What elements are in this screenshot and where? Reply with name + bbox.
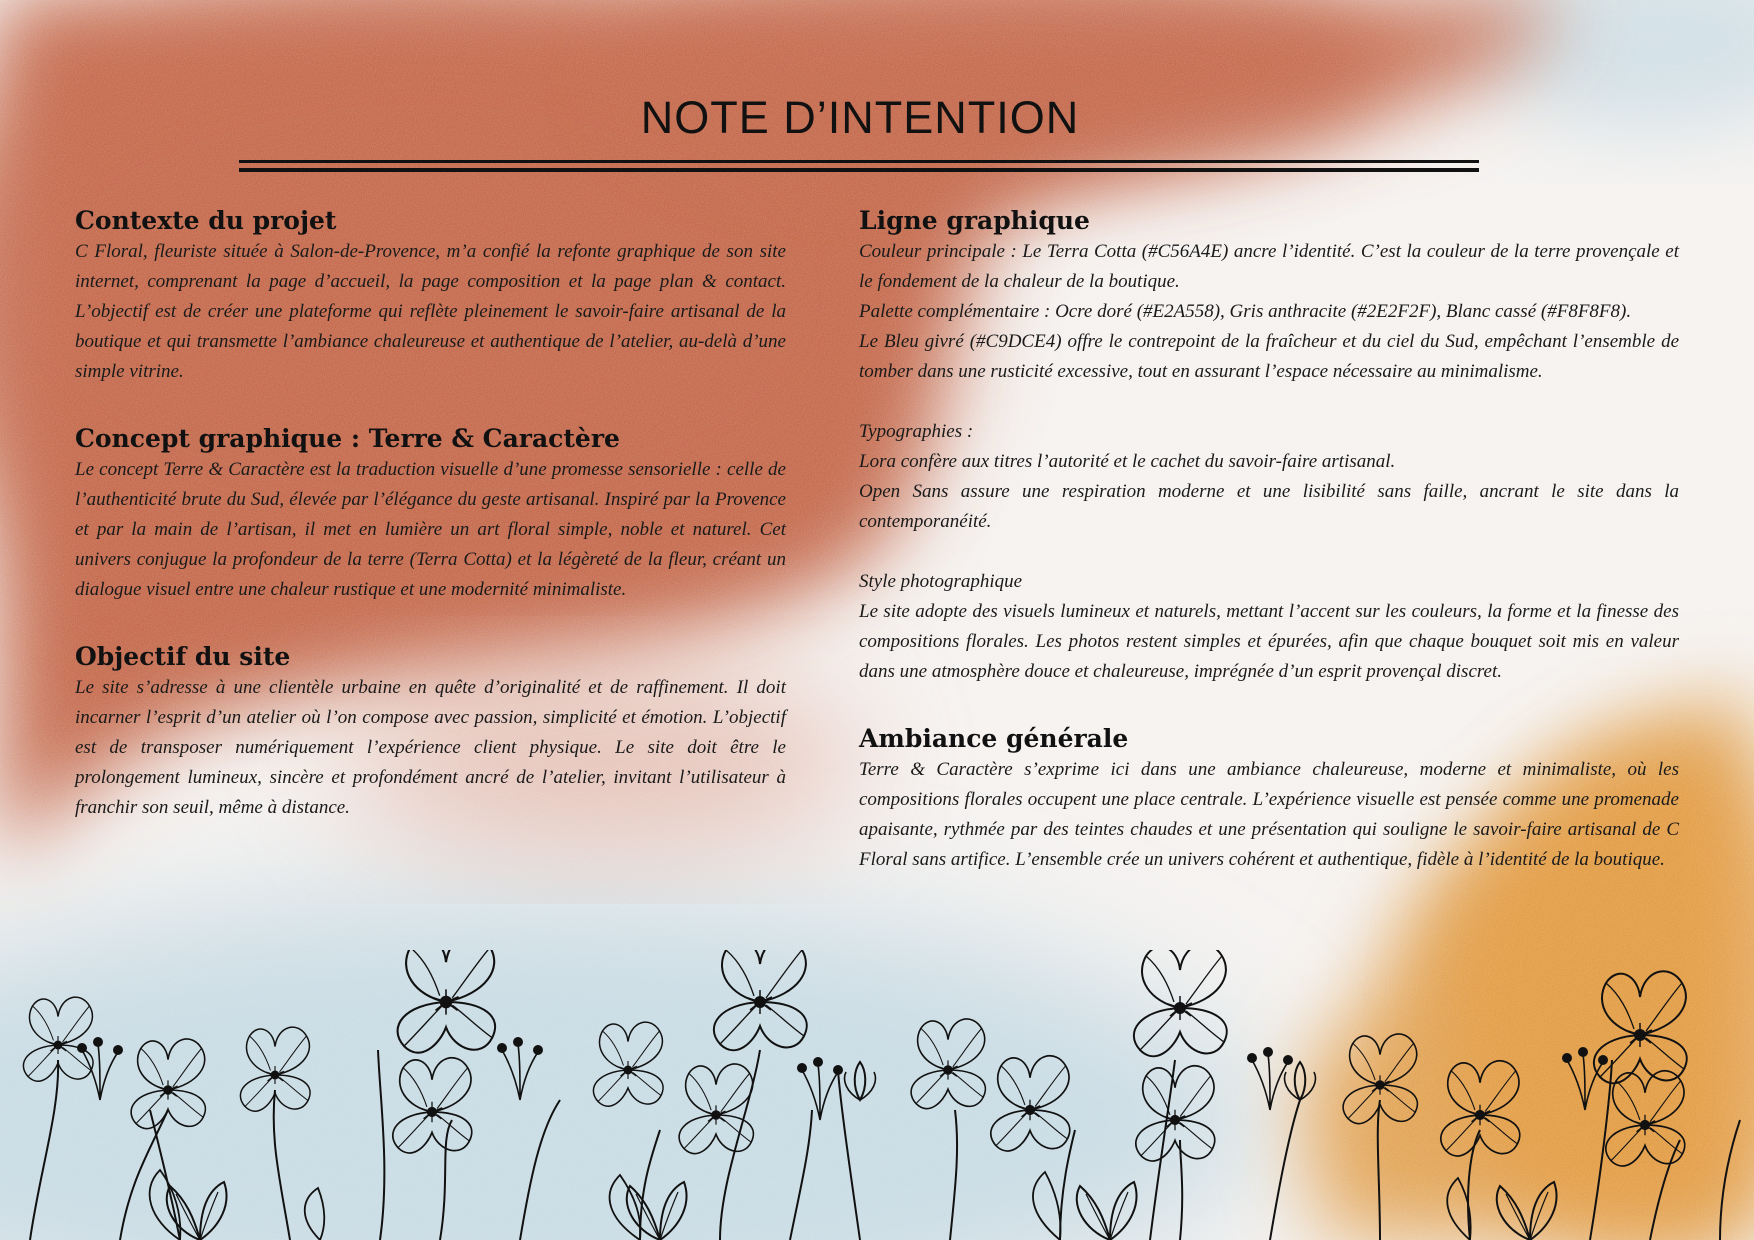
section-heading: Ambiance générale	[859, 724, 1129, 753]
section-ligne-graphique	[859, 205, 1679, 387]
section-objectif	[75, 641, 786, 823]
palette-complementaire: Palette complémentaire : Ocre doré (#E2A558), Gris anthracite (#2E2F2F), Blanc cassé (#F8F8F8).	[859, 301, 1632, 322]
section-style-photographique	[859, 567, 1679, 687]
section-body: C Floral, fleuriste située à Salon-de-Provence, m’a confié la refonte graphique de son site internet, comprenant la page d’accueil, la page composition et la page plan & contact. L’objectif est de créer une plateforme qui reflète pleinement le savoir-faire artisanal de la boutique et qui transmette l’ambiance chaleureuse et authentique de l’atelier, au-delà d’une simple vitrine.	[75, 241, 786, 382]
section-concept	[75, 423, 786, 605]
typographies-label: Typographies :	[859, 421, 974, 442]
couleur-principale: Couleur principale : Le Terra Cotta (#C56A4E) ancre l’identité. C’est la couleur de la terre provençale et le fondement de la chaleur de la boutique.	[859, 241, 1679, 292]
section-heading: Objectif du site	[75, 642, 291, 671]
typo-lora: Lora confère aux titres l’autorité et le cachet du savoir-faire artisanal.	[859, 451, 1396, 472]
style-photo-label: Style photographique	[859, 571, 1023, 592]
page-title: NOTE D’INTENTION	[640, 92, 1080, 143]
section-heading: Ligne graphique	[859, 206, 1090, 235]
right-column	[859, 205, 1679, 875]
title-divider-top	[239, 160, 1479, 163]
section-contexte	[75, 205, 786, 387]
left-column	[75, 205, 786, 823]
title-divider-bottom	[239, 168, 1479, 172]
style-photo-body: Le site adopte des visuels lumineux et naturels, mettant l’accent sur les couleurs, la forme et la finesse des compositions florales. Les photos restent simples et épurées, afin que chaque bouquet soit mis en valeur dans une atmosphère douce et chaleureuse, imprégnée d’un esprit provençal discret.	[859, 601, 1679, 682]
typo-open-sans: Open Sans assure une respiration moderne et une lisibilité sans faille, ancrant le site dans la contemporanéité.	[859, 481, 1679, 532]
section-heading: Contexte du projet	[75, 206, 337, 235]
bleu-givre: Le Bleu givré (#C9DCE4) offre le contrepoint de la fraîcheur et du ciel du Sud, empêchant l’ensemble de tomber dans une rusticité excessive, tout en assurant l’espace nécessaire au minimalisme.	[859, 331, 1679, 382]
section-typographies	[859, 417, 1679, 537]
section-ambiance	[859, 723, 1679, 875]
section-body: Le concept Terre & Caractère est la traduction visuelle d’une promesse sensorielle : celle de l’authenticité brute du Sud, élevée par l’élégance du geste artisanal. Inspiré par la Provence et par la main de l’artisan, il met en lumière un art floral simple, noble et naturel. Cet univers conjugue la profondeur de la terre (Terra Cotta) et la légèreté de la fleur, créant un dialogue visuel entre une chaleur rustique et une modernité minimaliste.	[75, 459, 786, 600]
section-body: Terre & Caractère s’exprime ici dans une ambiance chaleureuse, moderne et minimaliste, où les compositions florales occupent une place centrale. L’expérience visuelle est pensée comme une promenade apaisante, rythmée par des teintes chaudes et une présentation qui souligne le savoir-faire artisanal de C Floral sans artifice. L’ensemble crée un univers cohérent et authentique, fidèle à l’identité de la boutique.	[859, 759, 1679, 870]
section-body: Le site s’adresse à une clientèle urbaine en quête d’originalité et de raffinement. Il doit incarner l’esprit d’un atelier où l’on compose avec passion, simplicité et émotion. L’objectif est de transposer numériquement l’expérience client physique. Le site doit être le prolongement lumineux, sincère et profondément ancré de l’atelier, invitant l’utilisateur à franchir son seuil, même à distance.	[75, 677, 786, 818]
section-heading: Concept graphique : Terre & Caractère	[75, 424, 620, 453]
